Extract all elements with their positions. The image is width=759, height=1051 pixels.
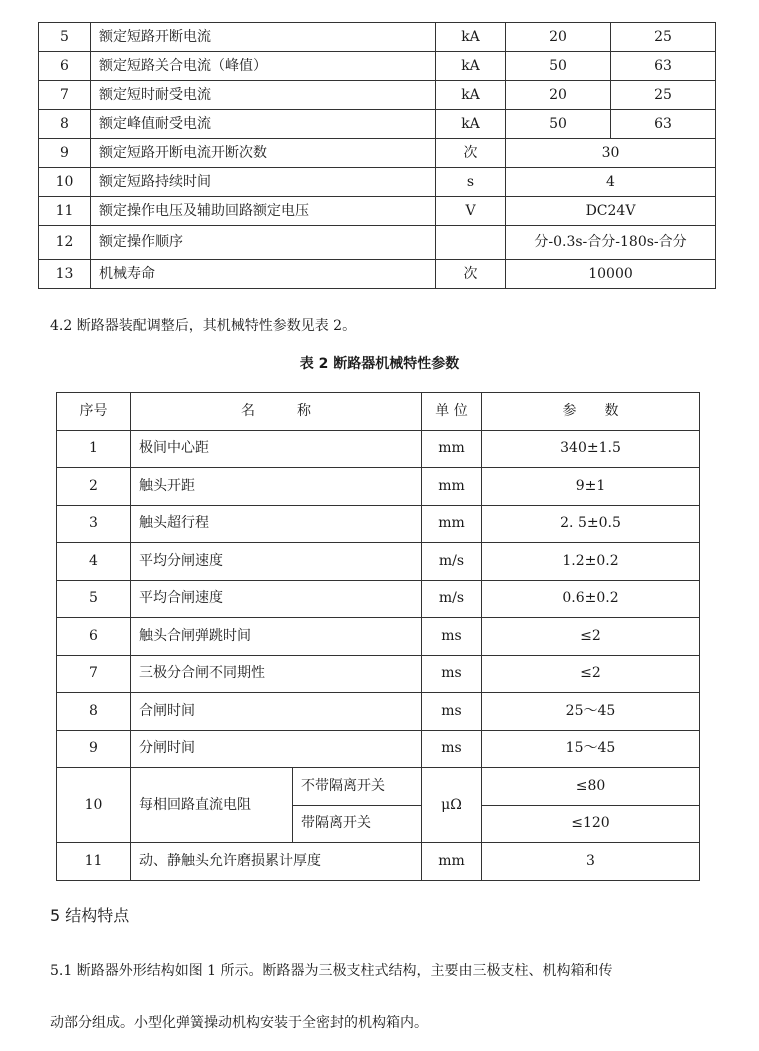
table-row bbox=[39, 52, 716, 81]
row-unit: 次 bbox=[436, 260, 506, 289]
row-value-2: 25 bbox=[611, 81, 716, 110]
row-unit: m/s bbox=[422, 580, 482, 618]
table-row bbox=[57, 655, 700, 693]
row-number: 6 bbox=[39, 52, 91, 81]
row-name: 触头合闸弹跳时间 bbox=[131, 618, 422, 656]
row-name: 合闸时间 bbox=[131, 693, 422, 731]
row-name: 额定短时耐受电流 bbox=[91, 81, 436, 110]
header-value: 参 数 bbox=[482, 393, 700, 431]
row-name: 三极分合闸不同期性 bbox=[131, 655, 422, 693]
paragraph-5-1-line-1: 5.1 断路器外形结构如图 1 所示。断路器为三极支柱式结构，主要由三极支柱、机构箱和传 bbox=[50, 963, 613, 979]
row-name: 每相回路直流电阻 bbox=[131, 768, 293, 843]
parameters-table-continued bbox=[38, 22, 716, 289]
row-name: 触头开距 bbox=[131, 468, 422, 506]
row-value: 1.2±0.2 bbox=[482, 543, 700, 581]
row-number: 5 bbox=[57, 580, 131, 618]
row-unit bbox=[436, 226, 506, 260]
row-unit: ms bbox=[422, 618, 482, 656]
row-value: 25～45 bbox=[482, 693, 700, 731]
section-5-heading: 5 结构特点 bbox=[50, 906, 130, 925]
table-row bbox=[57, 505, 700, 543]
table-row bbox=[39, 168, 716, 197]
table-row bbox=[39, 260, 716, 289]
row-unit: 次 bbox=[436, 139, 506, 168]
row-name: 额定操作顺序 bbox=[91, 226, 436, 260]
table-row bbox=[39, 226, 716, 260]
header-unit: 单 位 bbox=[422, 393, 482, 431]
row-name: 额定峰值耐受电流 bbox=[91, 110, 436, 139]
row-number: 7 bbox=[57, 655, 131, 693]
table-row bbox=[39, 81, 716, 110]
table-row bbox=[57, 543, 700, 581]
row-number: 10 bbox=[57, 768, 131, 843]
row-name: 额定操作电压及辅助回路额定电压 bbox=[91, 197, 436, 226]
row-value: ≤2 bbox=[482, 655, 700, 693]
table-row bbox=[57, 618, 700, 656]
row-value: ≤120 bbox=[482, 805, 700, 843]
row-value-2: 25 bbox=[611, 23, 716, 52]
row-name: 平均分闸速度 bbox=[131, 543, 422, 581]
row-value: 340±1.5 bbox=[482, 430, 700, 468]
table-header-row bbox=[57, 393, 700, 431]
row-value: 10000 bbox=[506, 260, 716, 289]
row-value-1: 50 bbox=[506, 52, 611, 81]
row-unit: mm bbox=[422, 843, 482, 881]
row-name: 分闸时间 bbox=[131, 730, 422, 768]
row-name: 动、静触头允许磨损累计厚度 bbox=[131, 843, 422, 881]
row-value: ≤2 bbox=[482, 618, 700, 656]
row-value: 15～45 bbox=[482, 730, 700, 768]
row-subname: 不带隔离开关 bbox=[293, 768, 422, 806]
paragraph-5-1-line-2: 动部分组成。小型化弹簧操动机构安装于全密封的机构箱内。 bbox=[50, 1015, 428, 1031]
table-2-caption: 表 2 断路器机械特性参数 bbox=[299, 356, 460, 372]
header-no: 序号 bbox=[57, 393, 131, 431]
row-unit: mm bbox=[422, 430, 482, 468]
row-value: 0.6±0.2 bbox=[482, 580, 700, 618]
row-number: 2 bbox=[57, 468, 131, 506]
row-name: 额定短路关合电流（峰值） bbox=[91, 52, 436, 81]
table-row bbox=[39, 110, 716, 139]
row-value: 分-0.3s-合分-180s-合分 bbox=[506, 226, 716, 260]
row-name: 平均合闸速度 bbox=[131, 580, 422, 618]
row-number: 8 bbox=[39, 110, 91, 139]
row-value: 9±1 bbox=[482, 468, 700, 506]
row-name: 额定短路持续时间 bbox=[91, 168, 436, 197]
row-number: 13 bbox=[39, 260, 91, 289]
row-value: ≤80 bbox=[482, 768, 700, 806]
row-name: 额定短路开断电流开断次数 bbox=[91, 139, 436, 168]
row-number: 6 bbox=[57, 618, 131, 656]
row-unit: mm bbox=[422, 468, 482, 506]
row-name: 额定短路开断电流 bbox=[91, 23, 436, 52]
row-value-2: 63 bbox=[611, 110, 716, 139]
row-value: 3 bbox=[482, 843, 700, 881]
row-value: DC24V bbox=[506, 197, 716, 226]
table-row bbox=[39, 197, 716, 226]
row-number: 12 bbox=[39, 226, 91, 260]
row-number: 9 bbox=[39, 139, 91, 168]
table-row bbox=[57, 768, 700, 806]
table-row bbox=[57, 693, 700, 731]
paragraph-4-2: 4.2 断路器装配调整后，其机械特性参数见表 2。 bbox=[50, 318, 357, 334]
row-unit: kA bbox=[436, 23, 506, 52]
row-value-1: 20 bbox=[506, 81, 611, 110]
row-number: 5 bbox=[39, 23, 91, 52]
row-unit: ms bbox=[422, 693, 482, 731]
row-value-2: 63 bbox=[611, 52, 716, 81]
table-row bbox=[57, 430, 700, 468]
row-unit: μΩ bbox=[422, 768, 482, 843]
row-number: 7 bbox=[39, 81, 91, 110]
row-unit: kA bbox=[436, 81, 506, 110]
row-unit: s bbox=[436, 168, 506, 197]
row-unit: mm bbox=[422, 505, 482, 543]
header-name: 名 称 bbox=[131, 393, 422, 431]
table-row bbox=[57, 468, 700, 506]
row-number: 11 bbox=[57, 843, 131, 881]
row-name: 机械寿命 bbox=[91, 260, 436, 289]
row-value-1: 50 bbox=[506, 110, 611, 139]
row-number: 3 bbox=[57, 505, 131, 543]
row-value: 2. 5±0.5 bbox=[482, 505, 700, 543]
mechanical-characteristics-table bbox=[56, 392, 700, 881]
row-unit: ms bbox=[422, 730, 482, 768]
table-row bbox=[39, 139, 716, 168]
row-name: 极间中心距 bbox=[131, 430, 422, 468]
row-unit: kA bbox=[436, 110, 506, 139]
row-unit: V bbox=[436, 197, 506, 226]
row-number: 8 bbox=[57, 693, 131, 731]
row-name: 触头超行程 bbox=[131, 505, 422, 543]
row-value: 30 bbox=[506, 139, 716, 168]
row-subname: 带隔离开关 bbox=[293, 805, 422, 843]
row-number: 4 bbox=[57, 543, 131, 581]
row-unit: ms bbox=[422, 655, 482, 693]
table-row bbox=[39, 23, 716, 52]
row-value: 4 bbox=[506, 168, 716, 197]
row-number: 1 bbox=[57, 430, 131, 468]
row-unit: kA bbox=[436, 52, 506, 81]
table-row bbox=[57, 730, 700, 768]
row-value-1: 20 bbox=[506, 23, 611, 52]
row-number: 11 bbox=[39, 197, 91, 226]
table-row bbox=[57, 580, 700, 618]
table-row bbox=[57, 843, 700, 881]
row-number: 9 bbox=[57, 730, 131, 768]
row-number: 10 bbox=[39, 168, 91, 197]
row-unit: m/s bbox=[422, 543, 482, 581]
